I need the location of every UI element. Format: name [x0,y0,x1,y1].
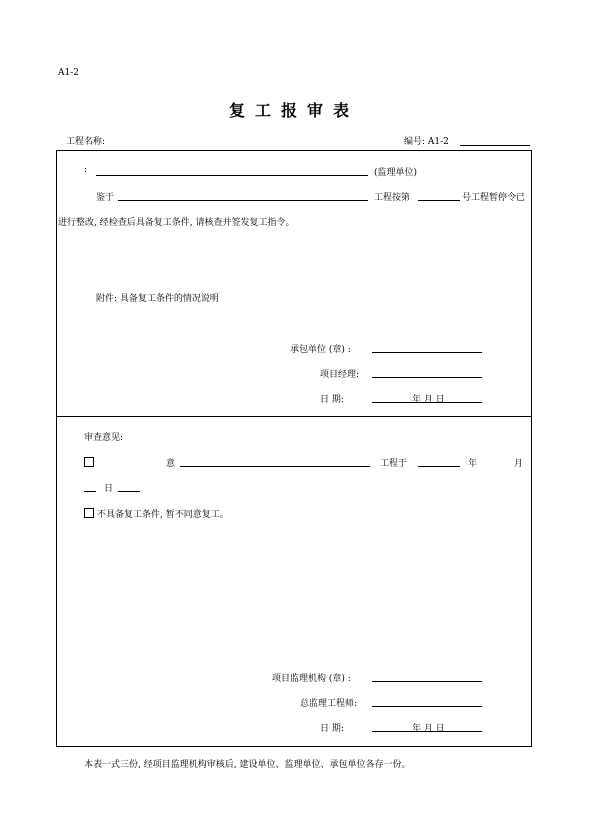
review-date-value: 年 月 日 [412,724,445,734]
supervisor-unit-suffix: (监理单位) [374,168,418,178]
project-manager-field[interactable] [372,377,482,378]
addressee-prefix: : [84,165,88,175]
approve-month-label: 月 [514,459,524,469]
reject-text: 不具备复工条件, 暂不同意复工。 [97,510,229,520]
approve-text-mid: 意 [166,459,176,469]
approve-checkbox[interactable] [84,457,94,467]
jianyu-label: 鉴于 [96,193,115,203]
section-divider [56,416,532,417]
chief-engineer-label: 总监理工程师: [300,699,358,709]
rectification-text: 进行整改, 经检查后具备复工条件, 请核查并签发复工指令。 [58,218,295,228]
review-label: 审查意见: [84,433,124,443]
jianyu-field[interactable] [118,200,368,201]
approve-day-field[interactable] [118,491,140,492]
form-frame [56,150,532,747]
project-name-label: 工程名称: [66,137,106,147]
approve-year-label: 年 [468,459,478,469]
approve-project-label: 工程于 [380,459,408,469]
date-value: 年 月 日 [412,395,445,405]
order-number-field[interactable] [418,200,460,201]
footer-note: 本表一式三份, 经项目监理机构审核后, 建设单位、监理单位、承包单位各存一份。 [84,760,411,770]
review-date-label: 日 期: [320,724,344,734]
order-label: 号工程暂停令已 [462,193,526,203]
supervisor-unit-field[interactable] [96,175,368,176]
number-label: 编号: A1-2 [404,137,449,147]
supervision-org-field[interactable] [372,681,482,682]
approve-year-field[interactable] [418,466,460,467]
reject-checkbox[interactable] [84,508,94,518]
contractor-field[interactable] [372,352,482,353]
project-by-label: 工程按第 [374,193,411,203]
supervision-org-label: 项目监理机构 (章) : [272,674,351,684]
approve-day-label: 日 [104,484,114,494]
attachment-label: 附件: 具备复工条件的情况说明 [96,294,219,304]
project-manager-label: 项目经理: [320,370,360,380]
chief-engineer-field[interactable] [372,706,482,707]
number-field[interactable] [460,145,530,146]
approve-month-field[interactable] [84,491,96,492]
approve-field[interactable] [180,466,370,467]
form-code: A1-2 [58,68,79,78]
date-label: 日 期: [320,395,344,405]
page-title: 复工报审表 [229,101,360,120]
contractor-label: 承包单位 (章) : [290,345,351,355]
